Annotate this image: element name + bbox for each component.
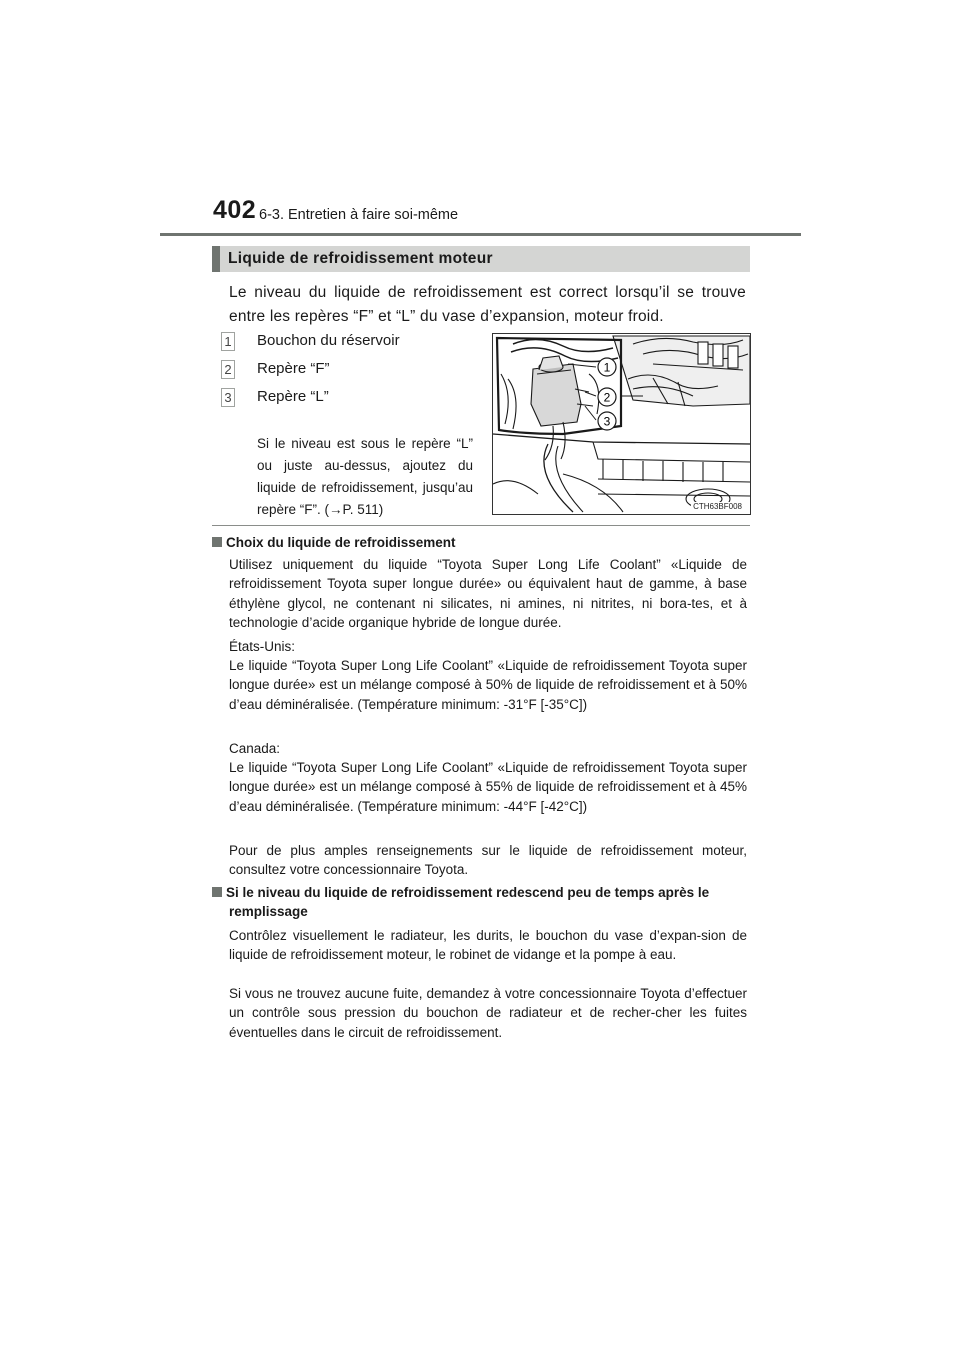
note-paragraph: Si vous ne trouvez aucune fuite, demandez à votre concessionnaire Toyota d’effectuer un contrôle sous pression du bouchon de radiateur et de recher-cher les fuites éventuelles dans le circuit de refroidissement. (229, 986, 747, 1040)
callout-note: Si le niveau est sous le repère “L” ou juste au-dessus, ajoutez du liquide de refroidissement, jusqu’au repère “F”. (→P. 511) (257, 436, 473, 517)
note-heading-choice (212, 533, 748, 552)
note-paragraph: Pour de plus amples renseignements sur le liquide de refroidissement moteur, consultez votre concessionnaire Toyota. (229, 843, 747, 878)
note-heading-level-drop (212, 883, 748, 921)
marker-2: 2 (603, 390, 611, 405)
section-title: Liquide de refroidissement moteur (228, 250, 493, 267)
engine-illustration (492, 333, 751, 515)
callout-item (221, 331, 400, 351)
marker-1: 1 (603, 360, 611, 375)
note-heading-text: Choix du liquide de refroidissement (226, 535, 456, 550)
note-paragraph: Le liquide “Toyota Super Long Life Coolant” «Liquide de refroidissement Toyota super longue durée» est un mélange composé à 50% de liquide de refroidissement et à 50% d’eau déminéralisée. (Température minimum: -31°F [-35°C]) (229, 658, 747, 712)
note-paragraph: Utilisez uniquement du liquide “Toyota Super Long Life Coolant” «Liquide de refroidissement Toyota super longue durée» ou équivalent haut de gamme, à base éthylène glycol, ne contenant ni silicates, ni amines, ni nitrites, ni bora-tes, et à technologie d’acide organique hybride de longue durée. (229, 557, 747, 630)
note-heading-text: Si le niveau du liquide de refroidissement redescend peu de temps après le remplissage (226, 885, 710, 919)
section-divider (212, 525, 750, 526)
callout-item (221, 359, 330, 379)
callout-label: Repère “F” (257, 360, 330, 377)
header-rule (160, 233, 801, 236)
square-bullet-icon (212, 887, 222, 897)
callout-number: 3 (221, 388, 235, 407)
engine-bay-drawing (493, 334, 750, 514)
note-label-us: États-Unis: (229, 639, 296, 654)
page-number: 402 (213, 196, 257, 224)
marker-3: 3 (603, 414, 611, 429)
intro-paragraph: Le niveau du liquide de refroidissement est correct lorsqu’il se trouve entre les repères “F” et “L” du vase d’expansion, moteur froid. (229, 284, 746, 325)
section-title-bar (212, 246, 750, 272)
callout-number: 1 (221, 332, 235, 351)
callout-label: Repère “L” (257, 388, 329, 405)
callout-label: Bouchon du réservoir (257, 332, 400, 349)
illustration-code: CTH63BF008 (693, 502, 742, 511)
callout-number: 2 (221, 360, 235, 379)
square-bullet-icon (212, 537, 222, 547)
note-paragraph: Contrôlez visuellement le radiateur, les durits, le bouchon du vase d’expan-sion de liquide de refroidissement moteur, le robinet de vidange et la pompe à eau. (229, 928, 747, 963)
chapter-section-title: 6-3. Entretien à faire soi-même (259, 207, 459, 223)
note-label-canada: Canada: (229, 741, 281, 756)
note-paragraph: Le liquide “Toyota Super Long Life Coolant” «Liquide de refroidissement Toyota super longue durée» est un mélange composé à 55% de liquide de refroidissement et à 45% d’eau déminéralisée. (Température minimum: -44°F [-42°C]) (229, 760, 747, 814)
callout-item (221, 387, 329, 407)
